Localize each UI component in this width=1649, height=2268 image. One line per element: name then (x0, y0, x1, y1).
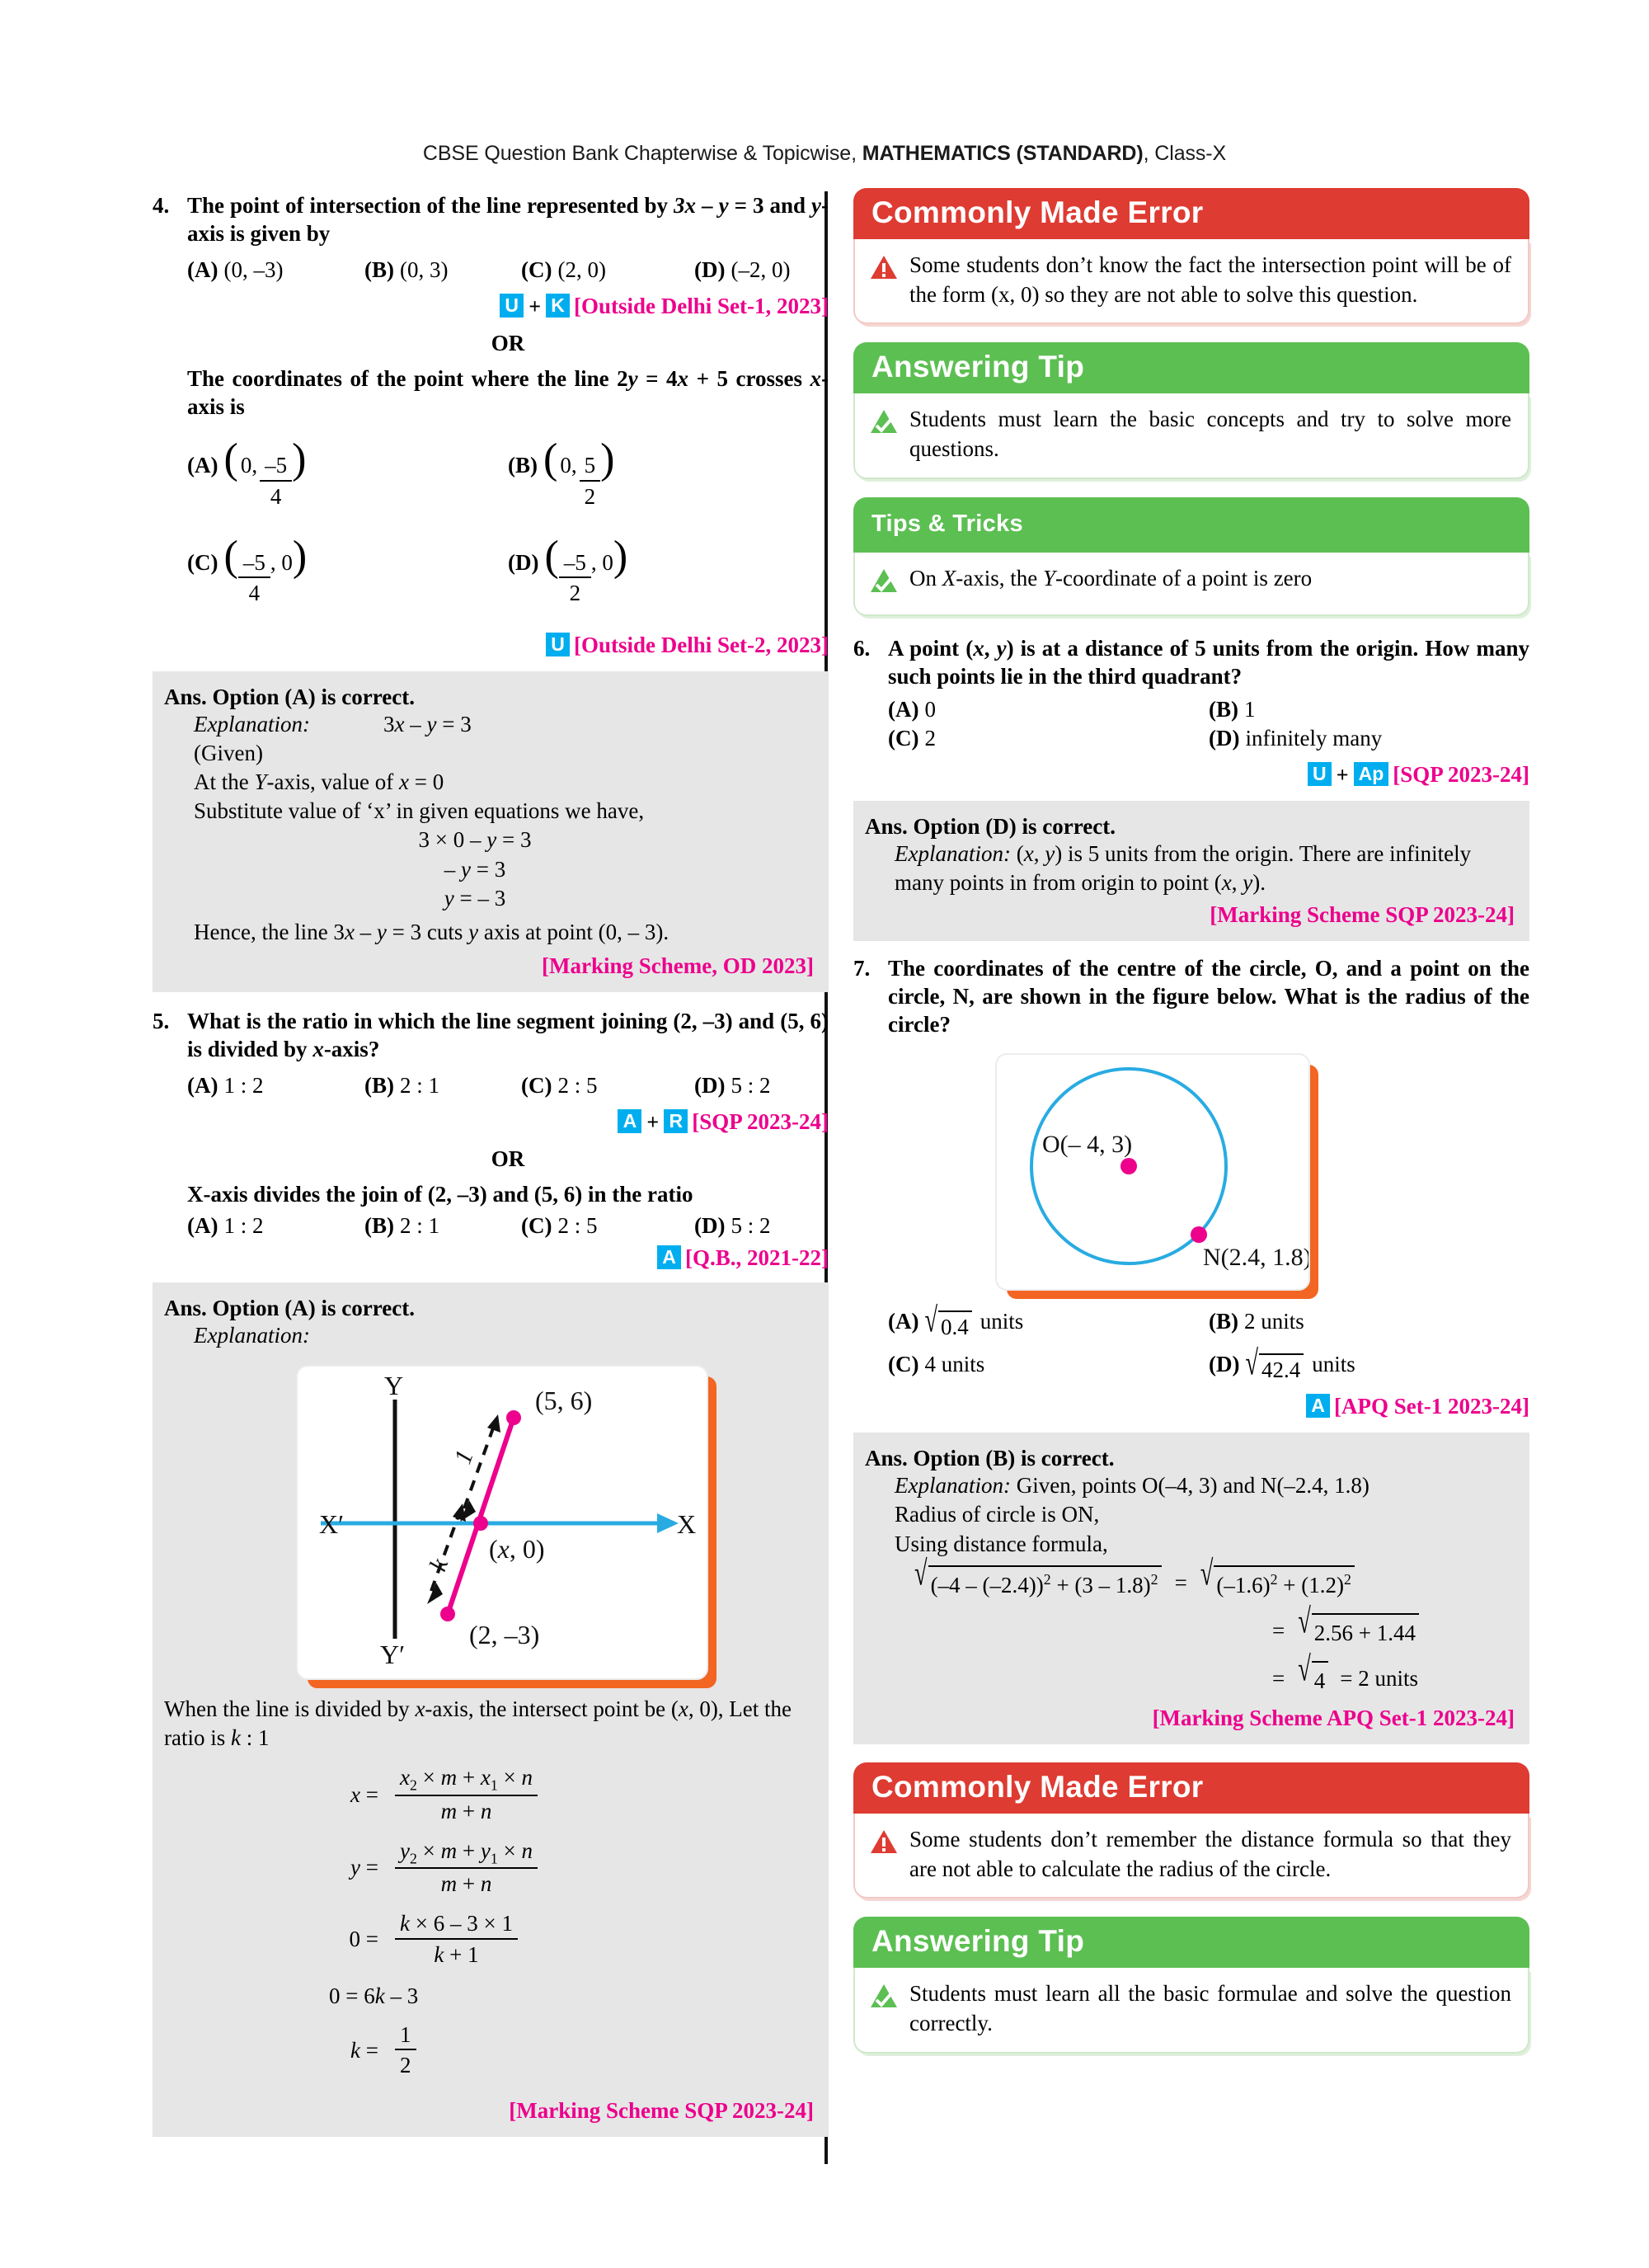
alt-option-a-lead: 0, (240, 453, 258, 478)
svg-text:k: k (424, 1555, 454, 1575)
q6-option-a[interactable] (888, 697, 1209, 722)
question-4-answer-block (153, 671, 829, 992)
point-label: N(2.4, 1.8) (1203, 1244, 1308, 1272)
svg-text:Y′: Y′ (380, 1639, 406, 1669)
alt-option-a-den: 4 (270, 483, 282, 509)
tricks-title: Tips & Tricks (853, 497, 1529, 553)
option-b[interactable] (364, 257, 521, 283)
question-6-options-row2 (888, 726, 1529, 751)
question-5-number: 5. (153, 1008, 170, 1033)
question-4-number: 4. (153, 193, 170, 218)
tricks-text: On X-axis, the Y-coordinate of a point is zero (909, 565, 1313, 591)
q5-option-c-label: (C) (521, 1072, 552, 1098)
q7-d-unit: units (1312, 1352, 1355, 1377)
option-a-label: (A) (187, 257, 218, 283)
q6-option-c[interactable] (888, 726, 1209, 751)
alt-option-c-den: 4 (248, 581, 261, 606)
page-header (0, 142, 1649, 166)
check-triangle-icon-2 (870, 567, 898, 602)
svg-text:(2, –3): (2, –3) (469, 1619, 540, 1649)
question-6-source (888, 762, 1529, 788)
q6-b-label: (B) (1209, 697, 1238, 722)
q5-option-c-value: 2 : 5 (557, 1072, 598, 1098)
option-d-value: (–2, 0) (731, 257, 791, 283)
q7-d-label: (D) (1209, 1352, 1240, 1377)
skill-badge-r: R (664, 1109, 688, 1133)
coordinate-graph-svg (298, 1367, 707, 1678)
tip1-text: Students must learn the basic concepts and try to solve more questions. (909, 407, 1511, 461)
alt-option-d-den: 2 (569, 581, 581, 606)
explanation-label: Explanation: (194, 712, 310, 737)
question-4-source (187, 294, 829, 319)
q5-alt-c-label: (C) (521, 1212, 552, 1238)
question-7-answer-block (853, 1433, 1529, 1744)
q6-option-b[interactable] (1209, 697, 1529, 722)
answer-7-l3: Using distance formula, (895, 1531, 1108, 1556)
centre-label: O(– 4, 3) (1042, 1131, 1133, 1159)
answering-tip-box-2 (853, 1917, 1529, 2053)
question-6 (853, 634, 1529, 788)
question-5-or: OR (491, 1146, 525, 1171)
q5-option-d-value: 5 : 2 (731, 1072, 771, 1098)
question-5-alt-options (187, 1213, 829, 1239)
q7-b-label: (B) (1209, 1309, 1238, 1334)
q5-alt-option-a[interactable] (187, 1213, 364, 1239)
q7-option-d[interactable]: (D) √ 42.4 units (1209, 1344, 1355, 1384)
q5-option-d[interactable] (694, 1073, 771, 1099)
svg-text:X′: X′ (319, 1508, 345, 1539)
commonly-made-error-box-1 (853, 188, 1529, 324)
question-5 (153, 1007, 829, 1271)
answer-7-explanation-text: Given, points O(–4, 3) and N(–2.4, 1.8) (1016, 1473, 1369, 1499)
question-5-options (187, 1073, 829, 1099)
question-7-options-row1 (888, 1301, 1529, 1341)
answer-5-step-4: 0 = 6k – 3 (329, 1983, 419, 2009)
header-text-before: CBSE Question Bank Chapterwise & Topicwise, (422, 142, 862, 165)
question-7-number: 7. (853, 956, 871, 981)
q7-source-label: [APQ Set-1 2023-24] (1334, 1394, 1529, 1419)
tip2-text: Students must learn all the basic formulae and solve the question correctly. (909, 1981, 1511, 2035)
svg-text:(x, 0): (x, 0) (489, 1533, 545, 1564)
option-d[interactable] (694, 257, 790, 283)
alt-option-c-num: –5 (238, 549, 270, 579)
answer-4-marking: [Marking Scheme, OD 2023] (542, 953, 814, 978)
option-a-value: (0, –3) (223, 257, 284, 283)
skill-badge-u: U (500, 294, 524, 318)
answer-7-calc-3: = √ 4 = 2 units (895, 1661, 1515, 1697)
q7-c-label: (C) (888, 1352, 919, 1377)
q7-a-radicand: 0.4 (938, 1310, 972, 1340)
warning-triangle-icon-2 (870, 1828, 898, 1884)
answer-4-line: Ans. Option (A) is correct. (164, 685, 415, 710)
badge-plus: + (529, 294, 542, 319)
q7-b-value: 2 units (1244, 1309, 1304, 1334)
answer-5-after-figure: When the line is divided by x-axis, the intersect point be (x, 0), Let the ratio is k : 1 (164, 1696, 792, 1751)
question-7-text: The coordinates of the centre of the circle, O, and a point on the circle, N, are shown in the figure below. What is the radius of the circle? (888, 956, 1529, 1038)
answer-7-explanation-label: Explanation: (895, 1473, 1011, 1499)
circle-figure-svg (997, 1055, 1308, 1289)
answer-7-line: Ans. Option (B) is correct. (865, 1446, 1115, 1471)
answer-6-line: Ans. Option (D) is correct. (865, 814, 1116, 840)
coordinate-graph-figure (296, 1365, 708, 1680)
q5-option-d-label: (D) (694, 1072, 726, 1098)
q7-a-unit: units (980, 1309, 1024, 1334)
question-7 (853, 954, 1529, 1419)
svg-text:1: 1 (449, 1446, 479, 1468)
answer-7-result: = 2 units (1340, 1666, 1419, 1692)
q6-c-label: (C) (888, 726, 919, 751)
q5-alt-b-value: 2 : 1 (400, 1212, 440, 1238)
q6-b-value: 1 (1244, 697, 1256, 722)
q6-option-d[interactable] (1209, 726, 1529, 751)
answer-6-explanation-label: Explanation: (895, 841, 1011, 867)
question-4-alt-options-row1 (187, 435, 829, 511)
q6-d-value: infinitely many (1245, 726, 1383, 751)
q5-alt-option-d[interactable] (694, 1213, 771, 1239)
q5-alt-b-label: (B) (364, 1212, 394, 1238)
answer-4-eq3: y = – 3 (444, 885, 506, 910)
q5-alt-source-label: [Q.B., 2021-22] (685, 1245, 829, 1270)
answer-7-l2: Radius of circle is ON, (895, 1502, 1100, 1527)
question-4-alt-source (187, 633, 829, 658)
q5-badge-plus: + (646, 1109, 660, 1134)
q6-a-value: 0 (924, 697, 936, 722)
q5-option-a-label: (A) (187, 1072, 218, 1098)
question-4-text: The point of intersection of the line represented by 3x – y = 3 and y-axis is given by (187, 193, 829, 247)
alt-option-b-num: 5 (580, 452, 601, 482)
question-5-answer-block (153, 1282, 829, 2137)
question-4 (153, 191, 829, 658)
q5-alt-option-b[interactable] (364, 1213, 521, 1239)
alt-option-c[interactable]: (C) ( $\frac{-5}{4}$ , 0 ) (187, 539, 508, 609)
alt-source-label: [Outside Delhi Set-2, 2023] (574, 633, 829, 658)
q5-source-label: [SQP 2023-24] (692, 1108, 829, 1134)
answer-4-eq1: 3 × 0 – y = 3 (418, 827, 532, 853)
question-6-options-row1 (888, 697, 1529, 722)
answer-4-given: (Given) (194, 741, 263, 766)
alt-option-b-den: 2 (584, 483, 596, 509)
answer-6-explanation: Explanation: (x, y) is 5 units from the origin. There are infinitely many points in from origin to point (x, y). (895, 841, 1472, 896)
q7-option-a[interactable]: (A) √ 0.4 units (888, 1301, 1024, 1341)
option-b-value: (0, 3) (400, 257, 449, 283)
option-a[interactable] (187, 257, 364, 283)
skill-badge-a3: A (1306, 1394, 1330, 1418)
alt-option-d-label: (D) (508, 549, 539, 575)
q5-alt-c-value: 2 : 5 (557, 1212, 598, 1238)
k-numerator: 1 (395, 2021, 416, 2051)
alt-option-a[interactable]: (A) ( 0, $\frac{-5}{4}$ ) (187, 442, 508, 511)
skill-badge-u2: U (546, 633, 570, 656)
skill-badge-k: K (546, 294, 570, 318)
q7-a-label: (A) (888, 1309, 919, 1334)
question-5-text: What is the ratio in which the line segment joining (2, –3) and (5, 6) is divided by x-axis? (187, 1008, 829, 1061)
alt-option-b-label: (B) (508, 453, 538, 478)
alt-option-b-lead: 0, (560, 453, 577, 478)
question-5-alt-text: X-axis divides the join of (2, –3) and (5, 6) in the ratio (187, 1181, 693, 1207)
question-5-source (187, 1109, 829, 1135)
alt-option-c-label: (C) (187, 549, 218, 575)
q7-c-value: 4 units (924, 1352, 985, 1377)
answer-4-explanation-row (194, 710, 814, 739)
answer-5-step-5: k = $\frac{1}{2}$ (164, 2021, 814, 2081)
tip2-title: Answering Tip (853, 1917, 1529, 1968)
option-b-label: (B) (364, 257, 394, 283)
skill-badge-u3: U (1308, 762, 1332, 786)
tips-and-tricks-box (853, 497, 1529, 617)
question-4-or: OR (491, 331, 525, 356)
q5-option-a[interactable] (187, 1073, 364, 1099)
cme2-text: Some students don’t remember the distance formula so that they are not able to calculate the radius of the circle. (909, 1827, 1511, 1881)
question-5-alt-source (187, 1245, 829, 1271)
answer-6-marking: [Marking Scheme SQP 2023-24] (1210, 902, 1515, 928)
svg-text:X: X (677, 1508, 697, 1539)
answer-4-l1: At the Y-axis, value of x = 0 (194, 769, 444, 795)
header-subject: MATHEMATICS (STANDARD) (862, 142, 1144, 165)
question-4-alt-text: The coordinates of the point where the line 2y = 4x + 5 crosses x-axis is (187, 366, 829, 420)
q7-d-radicand: 42.4 (1259, 1353, 1304, 1383)
skill-badge-a: A (618, 1109, 641, 1133)
answer-7-explanation (895, 1471, 1515, 1500)
q6-c-value: 2 (924, 726, 936, 751)
check-triangle-icon (870, 408, 898, 463)
question-6-number: 6. (853, 636, 871, 661)
question-6-text: A point (x, y) is at a distance of 5 units from the origin. How many such points lie in the third quadrant? (888, 636, 1530, 689)
answer-5-step-1: x = $\frac{x_2 \times m + x_1 \times n}{m + n}$ (164, 1764, 814, 1825)
alt-option-d-trail: , 0 (590, 549, 613, 575)
q7-option-c[interactable] (888, 1352, 1209, 1383)
source-label: [Outside Delhi Set-1, 2023] (574, 294, 829, 319)
q5-alt-d-value: 5 : 2 (731, 1212, 771, 1238)
circle-figure (995, 1053, 1310, 1291)
answer-4-l2: Substitute value of ‘x’ in given equations we have, (194, 798, 645, 824)
answer-7-marking: [Marking Scheme APQ Set-1 2023-24] (1152, 1706, 1515, 1731)
q5-option-b-label: (B) (364, 1072, 394, 1098)
answer-5-explanation-label: Explanation: (194, 1322, 310, 1348)
answer-5-step-3: 0 = $\frac{k \times 6 - 3 \times 1}{k + 1}$ (164, 1910, 814, 1969)
warning-triangle-icon (870, 254, 898, 309)
q6-d-label: (D) (1209, 726, 1240, 751)
cme1-text: Some students don’t know the fact the intersection point will be of the form (x, 0) so they are not able to solve this question. (909, 252, 1511, 307)
alt-option-c-trail: , 0 (270, 549, 293, 575)
answer-5-line: Ans. Option (A) is correct. (164, 1295, 415, 1320)
answer-7-calc-1: √ (–4 – (–2.4))$^2$ + (3 – 1.8)$^2$ = √ $(-1.6)^2 + (1.2)^2$ (895, 1565, 1515, 1602)
answer-7-calc-2: = √ 2.56 + 1.44 (895, 1613, 1515, 1649)
cme2-title: Commonly Made Error (853, 1762, 1529, 1814)
tip1-title: Answering Tip (853, 342, 1529, 393)
option-d-label: (D) (694, 257, 726, 283)
right-column (853, 188, 1529, 2054)
alt-option-a-label: (A) (187, 453, 218, 478)
answering-tip-box-1 (853, 342, 1529, 478)
option-c-value: (2, 0) (557, 257, 606, 283)
q7-option-b[interactable] (1209, 1309, 1529, 1340)
k-denominator: 2 (400, 2053, 411, 2078)
option-c[interactable] (521, 257, 694, 283)
cme1-title: Commonly Made Error (853, 188, 1529, 239)
q5-option-b-value: 2 : 1 (400, 1072, 440, 1098)
alt-option-d[interactable]: (D) ( $\frac{-5}{2}$ , 0 ) (508, 539, 829, 609)
question-7-source (888, 1394, 1529, 1419)
q6-source-label: [SQP 2023-24] (1393, 762, 1529, 788)
alt-option-d-num: –5 (559, 549, 591, 579)
answer-5-step-2: y = $\frac{y_2 \times m + y_1 \times n}{m + n}$ (164, 1837, 814, 1899)
q5-option-a-value: 1 : 2 (223, 1072, 264, 1098)
answer-5-marking: [Marking Scheme SQP 2023-24] (509, 2098, 814, 2124)
answer-4-eq2: – y = 3 (444, 856, 506, 882)
q5-option-b[interactable] (364, 1073, 521, 1099)
alt-option-b[interactable]: (B) ( 0, $\frac{5}{2}$ ) (508, 442, 829, 511)
question-7-options-row2 (888, 1344, 1529, 1384)
alt-option-a-num: –5 (260, 452, 292, 482)
check-triangle-icon-3 (870, 1983, 898, 2038)
option-c-label: (C) (521, 257, 552, 283)
svg-text:(5, 6): (5, 6) (535, 1385, 593, 1415)
question-4-alt-options-row2 (187, 532, 829, 609)
q6-badge-plus: + (1336, 763, 1349, 788)
answer-7-radicand-final: 4 (1312, 1661, 1329, 1697)
left-column (153, 188, 829, 2137)
commonly-made-error-box-2 (853, 1762, 1529, 1899)
q5-alt-a-label: (A) (187, 1212, 218, 1238)
question-4-options (187, 257, 829, 283)
question-6-answer-block (853, 801, 1529, 941)
q5-alt-option-c[interactable] (521, 1213, 694, 1239)
skill-badge-a2: A (657, 1245, 681, 1269)
q5-alt-a-value: 1 : 2 (223, 1212, 264, 1238)
svg-text:Y: Y (384, 1370, 404, 1400)
answer-4-eq0: 3x – y = 3 (383, 712, 472, 737)
q6-a-label: (A) (888, 697, 919, 722)
header-text-after: , Class-X (1143, 142, 1227, 165)
answer-4-l3: Hence, the line 3x – y = 3 cuts y axis at point (0, – 3). (194, 919, 669, 944)
skill-badge-ap: Ap (1354, 762, 1389, 786)
q5-alt-d-label: (D) (694, 1212, 726, 1238)
q5-option-c[interactable] (521, 1073, 694, 1099)
